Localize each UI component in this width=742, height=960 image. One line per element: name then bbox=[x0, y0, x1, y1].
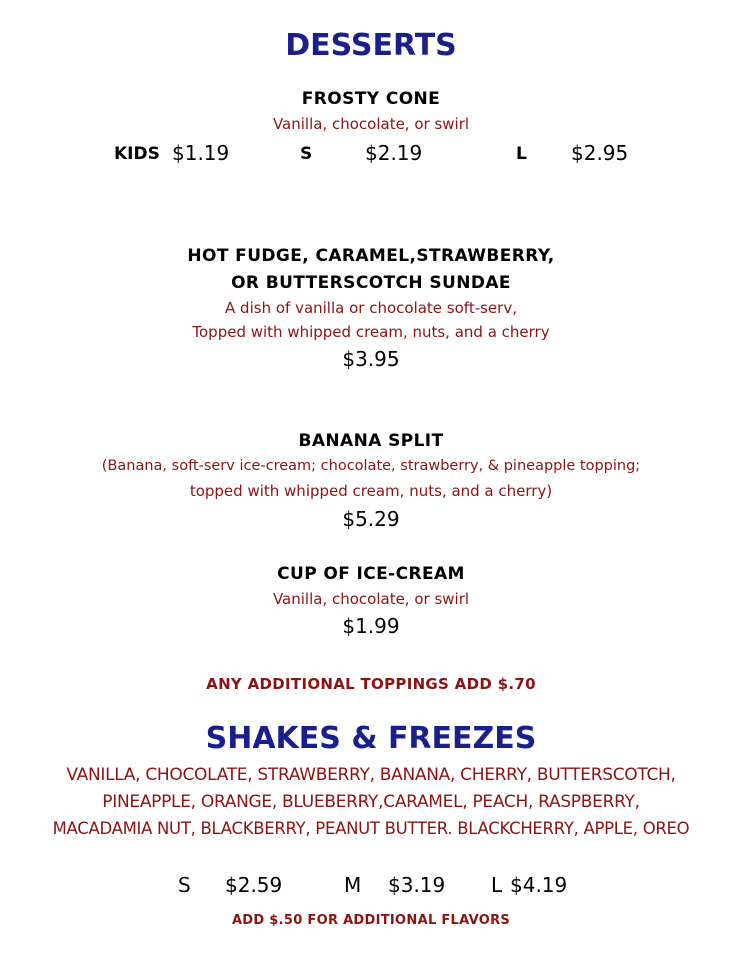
cup-name: CUP OF ICE-CREAM bbox=[277, 564, 465, 584]
cup-desc: Vanilla, chocolate, or swirl bbox=[272, 590, 470, 608]
shakes-flavors-line3: MACADAMIA NUT, BLACKBERRY, PEANUT BUTTER. BLACKCHERRY, APPLE, OREO bbox=[52, 819, 690, 838]
shakes-size-l-label: L bbox=[491, 873, 503, 897]
frosty-cone-size-kids-price: $1.19 bbox=[172, 141, 230, 165]
shakes-size-m-label: M bbox=[344, 873, 362, 897]
sundae-name-line1: HOT FUDGE, CARAMEL,STRAWBERRY, bbox=[187, 246, 555, 266]
frosty-cone-size-s-label: S bbox=[300, 144, 313, 164]
frosty-cone-desc: Vanilla, chocolate, or swirl bbox=[272, 115, 470, 133]
frosty-cone-name: FROSTY CONE bbox=[301, 89, 441, 109]
banana-split-desc-line1: (Banana, soft-serv ice-cream; chocolate, strawberry, & pineapple topping; bbox=[101, 458, 641, 474]
shakes-heading: SHAKES & FREEZES bbox=[205, 721, 537, 756]
sundae-desc-line2: Topped with whipped cream, nuts, and a cherry bbox=[192, 323, 550, 341]
shakes-size-s-label: S bbox=[178, 873, 191, 897]
frosty-cone-size-s-price: $2.19 bbox=[365, 141, 423, 165]
shakes-size-l-price: $4.19 bbox=[510, 873, 568, 897]
sundae-desc-line1: A dish of vanilla or chocolate soft-serv, bbox=[225, 299, 517, 317]
sundae-price: $3.95 bbox=[342, 347, 400, 371]
shakes-flavors-line2: PINEAPPLE, ORANGE, BLUEBERRY,CARAMEL, PEACH, RASPBERRY, bbox=[102, 792, 640, 812]
cup-price: $1.99 bbox=[342, 614, 400, 638]
banana-split-price: $5.29 bbox=[342, 507, 400, 531]
frosty-cone-size-l-label: L bbox=[516, 144, 527, 164]
shakes-flavors-line1: VANILLA, CHOCOLATE, STRAWBERRY, BANANA, CHERRY, BUTTERSCOTCH, bbox=[66, 765, 676, 785]
toppings-note: ANY ADDITIONAL TOPPINGS ADD $.70 bbox=[206, 675, 536, 693]
banana-split-name: BANANA SPLIT bbox=[298, 431, 444, 451]
shakes-size-m-price: $3.19 bbox=[388, 873, 446, 897]
desserts-heading: DESSERTS bbox=[285, 28, 457, 63]
flavors-note: ADD $.50 FOR ADDITIONAL FLAVORS bbox=[231, 913, 511, 928]
sundae-name-line2: OR BUTTERSCOTCH SUNDAE bbox=[231, 273, 511, 293]
banana-split-desc-line2: topped with whipped cream, nuts, and a cherry) bbox=[189, 482, 553, 500]
shakes-size-s-price: $2.59 bbox=[225, 873, 283, 897]
frosty-cone-size-l-price: $2.95 bbox=[571, 141, 629, 165]
frosty-cone-size-kids-label: KIDS bbox=[114, 144, 160, 164]
